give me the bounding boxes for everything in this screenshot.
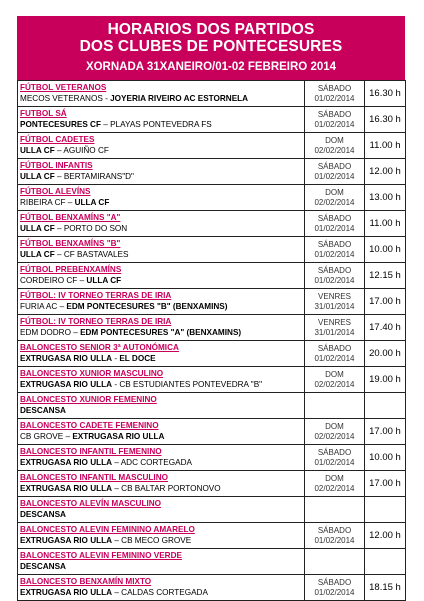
schedule-rows [18, 81, 406, 601]
table-row [18, 549, 406, 575]
category-label: BALONCESTO ALEVIN FEMININO AMARELO [20, 525, 195, 534]
match-label [20, 328, 302, 339]
category-label: FÚTBOL: IV TORNEO TERRAS DE IRIA [20, 317, 172, 326]
team-home: DESCANSA [20, 405, 66, 415]
date-label: 01/02/2014 [314, 535, 355, 545]
day-label: DOM [325, 421, 344, 431]
match-label [20, 198, 302, 209]
date-cell [305, 315, 365, 341]
team-away: EDM PONTECESURES "A" (BENXAMINS) [80, 327, 242, 337]
date-label: 01/02/2014 [314, 587, 355, 597]
category-label: FÚTBOL INFANTIS [20, 161, 93, 170]
category-label: FUTBOL SÁ [20, 109, 67, 118]
match-separator: – [54, 223, 64, 233]
match-separator: – [65, 197, 75, 207]
team-away: PLAYAS PONTEVEDRA FS [110, 119, 212, 129]
date-label: 31/01/2014 [314, 327, 355, 337]
table-row [18, 263, 406, 289]
header-title-line1: HORARIOS DOS PARTIDOS [107, 21, 315, 38]
match-cell [18, 549, 305, 575]
team-home: ULLA CF [20, 223, 55, 233]
time-cell: 11.00 h [365, 211, 406, 237]
date-cell [305, 289, 365, 315]
table-row [18, 471, 406, 497]
category-label: FÚTBOL BENXAMÍNS "B" [20, 239, 121, 248]
match-separator: – [63, 431, 73, 441]
table-row [18, 289, 406, 315]
match-separator: - [112, 379, 120, 389]
date-label: 31/01/2014 [314, 301, 355, 311]
date-cell [305, 81, 365, 107]
match-cell [18, 159, 305, 185]
team-home: ULLA CF [20, 249, 55, 259]
day-label: SÁBADO [317, 83, 352, 93]
day-label: SÁBADO [317, 447, 352, 457]
match-separator: – [112, 587, 122, 597]
table-row [18, 341, 406, 367]
date-cell [305, 523, 365, 549]
date-label: 02/02/2014 [314, 379, 355, 389]
date-label: 01/02/2014 [314, 119, 355, 129]
date-label: 01/02/2014 [314, 93, 355, 103]
category-label: FÚTBOL PREBENXAMÍNS [20, 265, 122, 274]
match-cell [18, 263, 305, 289]
time-cell: 16.30 h [365, 107, 406, 133]
match-label [20, 172, 302, 183]
time-cell: 11.00 h [365, 133, 406, 159]
date-label: 01/02/2014 [314, 353, 355, 363]
date-label: 02/02/2014 [314, 197, 355, 207]
match-separator: – [70, 327, 81, 337]
match-label [20, 458, 302, 469]
match-separator: – [112, 535, 122, 545]
match-cell [18, 471, 305, 497]
team-home: RIBEIRA CF [20, 197, 66, 207]
date-cell [305, 211, 365, 237]
category-label: FÚTBOL VETERANOS [20, 83, 107, 92]
match-cell [18, 211, 305, 237]
day-label: DOM [325, 187, 344, 197]
table-row [18, 393, 406, 419]
team-home: EXTRUGASA RIO ULLA [20, 379, 113, 389]
time-cell: 10.00 h [365, 445, 406, 471]
time-cell [365, 497, 406, 523]
team-home: CORDEIRO CF [20, 275, 78, 285]
team-home: DESCANSA [20, 561, 66, 571]
table-row [18, 315, 406, 341]
match-cell [18, 315, 305, 341]
category-label: BALONCESTO SENIOR 3ª AUTONÓMICA [20, 343, 179, 352]
match-cell [18, 133, 305, 159]
match-cell [18, 289, 305, 315]
time-cell: 18.15 h [365, 575, 406, 601]
match-label [20, 588, 302, 599]
team-away: ULLA CF [74, 197, 110, 207]
date-label: 01/02/2014 [314, 171, 355, 181]
date-cell [305, 367, 365, 393]
match-label [20, 276, 302, 287]
team-home: EDM DODRO [20, 327, 71, 337]
table-row [18, 237, 406, 263]
team-away: CB MECO GROVE [121, 535, 192, 545]
match-cell [18, 237, 305, 263]
team-home: EXTRUGASA RIO ULLA [20, 483, 113, 493]
team-home: EXTRUGASA RIO ULLA [20, 353, 113, 363]
header-subtitle: XORNADA 31XANEIRO/01-02 FEBREIRO 2014 [85, 61, 337, 73]
date-label: 01/02/2014 [314, 223, 355, 233]
team-home: EXTRUGASA RIO ULLA [20, 535, 113, 545]
team-away: JOYERIA RIVEIRO AC ESTORNELA [110, 93, 249, 103]
team-home: ULLA CF [20, 171, 55, 181]
table-row [18, 211, 406, 237]
category-label: FÚTBOL CADETES [20, 135, 95, 144]
time-cell: 17.00 h [365, 419, 406, 445]
date-cell [305, 419, 365, 445]
match-cell [18, 393, 305, 419]
team-home: EXTRUGASA RIO ULLA [20, 457, 113, 467]
category-label: BALONCESTO XUNIOR MASCULINO [20, 369, 164, 378]
match-cell [18, 497, 305, 523]
table-row [18, 497, 406, 523]
date-label: 02/02/2014 [314, 483, 355, 493]
team-home: FURIA AC [20, 301, 58, 311]
match-separator: – [112, 483, 122, 493]
table-row [18, 575, 406, 601]
time-cell [365, 549, 406, 575]
day-label: DOM [325, 473, 344, 483]
time-cell: 12.00 h [365, 159, 406, 185]
date-cell [305, 471, 365, 497]
match-label [20, 484, 302, 495]
date-label: 01/02/2014 [314, 249, 355, 259]
match-separator: – [54, 171, 64, 181]
team-home: MECOS VETERANOS [20, 93, 103, 103]
team-away: AGUIÑO CF [63, 145, 109, 155]
date-cell [305, 263, 365, 289]
time-cell: 16.30 h [365, 81, 406, 107]
match-label [20, 224, 302, 235]
day-label: VENRES [318, 291, 351, 301]
date-label: 02/02/2014 [314, 145, 355, 155]
date-label: 01/02/2014 [314, 275, 355, 285]
table-row [18, 133, 406, 159]
category-label: FÚTBOL ALEVÍNS [20, 187, 91, 196]
category-label: BALONCESTO BENXAMÍN MIXTO [20, 577, 152, 586]
day-label: SÁBADO [317, 577, 352, 587]
date-cell [305, 549, 365, 575]
match-cell [18, 107, 305, 133]
table-row [18, 419, 406, 445]
category-label: BALONCESTO XUNIOR FEMENINO [20, 395, 157, 404]
table-row [18, 107, 406, 133]
header-title-line2: DOS CLUBES DE PONTECESURES [79, 38, 343, 55]
team-away: EDM PONTECESURES "B" (BENXAMINS) [66, 301, 228, 311]
date-cell [305, 445, 365, 471]
day-label: SÁBADO [317, 525, 352, 535]
schedule-table [17, 80, 406, 601]
team-home: EXTRUGASA RIO ULLA [20, 587, 113, 597]
page-header [17, 16, 405, 80]
day-label: SÁBADO [317, 239, 352, 249]
day-label: SÁBADO [317, 265, 352, 275]
match-separator: - [102, 93, 111, 103]
day-label: DOM [325, 369, 344, 379]
time-cell: 17.00 h [365, 471, 406, 497]
date-cell [305, 575, 365, 601]
match-separator: – [100, 119, 111, 129]
day-label: SÁBADO [317, 213, 352, 223]
team-away: EL DOCE [119, 353, 156, 363]
match-label [20, 120, 302, 131]
day-label: DOM [325, 135, 344, 145]
category-label: FÚTBOL: IV TORNEO TERRAS DE IRIA [20, 291, 172, 300]
team-away: CALDAS CORTEGADA [121, 587, 208, 597]
date-cell [305, 497, 365, 523]
category-label: BALONCESTO ALEVIN FEMININO VERDE [20, 551, 182, 560]
match-cell [18, 367, 305, 393]
date-cell [305, 341, 365, 367]
match-separator: – [54, 145, 64, 155]
match-separator: – [77, 275, 87, 285]
team-home: ULLA CF [20, 145, 55, 155]
team-away: BERTAMIRANS"D" [63, 171, 134, 181]
category-label: BALONCESTO INFANTIL MASCULINO [20, 473, 168, 482]
day-label: SÁBADO [317, 109, 352, 119]
team-away: PORTO DO SON [63, 223, 128, 233]
time-cell: 13.00 h [365, 185, 406, 211]
match-cell [18, 81, 305, 107]
date-cell [305, 237, 365, 263]
team-home: CB GROVE [20, 431, 64, 441]
team-away: CF BASTAVALES [63, 249, 129, 259]
match-label [20, 380, 302, 391]
date-cell [305, 185, 365, 211]
match-separator: - [112, 353, 120, 363]
table-row [18, 159, 406, 185]
time-cell: 19.00 h [365, 367, 406, 393]
match-label [20, 302, 302, 313]
date-cell [305, 107, 365, 133]
time-cell: 17.40 h [365, 315, 406, 341]
match-label [20, 536, 302, 547]
team-away: ADC CORTEGADA [120, 457, 192, 467]
match-cell [18, 185, 305, 211]
match-label [20, 94, 302, 105]
match-cell [18, 445, 305, 471]
day-label: VENRES [318, 317, 351, 327]
category-label: BALONCESTO INFANTIL FEMENINO [20, 447, 162, 456]
team-away: CB BALTAR PORTONOVO [121, 483, 221, 493]
table-row [18, 523, 406, 549]
time-cell [365, 393, 406, 419]
category-label: BALONCESTO CADETE FEMENINO [20, 421, 159, 430]
time-cell: 10.00 h [365, 237, 406, 263]
match-label [20, 432, 302, 443]
match-label [20, 250, 302, 261]
match-cell [18, 419, 305, 445]
match-label [20, 406, 302, 417]
match-label [20, 354, 302, 365]
match-cell [18, 523, 305, 549]
team-away: CB ESTUDIANTES PONTEVEDRA "B" [119, 379, 263, 389]
match-cell [18, 575, 305, 601]
match-label [20, 562, 302, 573]
table-row [18, 445, 406, 471]
match-cell [18, 341, 305, 367]
time-cell: 12.15 h [365, 263, 406, 289]
table-row [18, 367, 406, 393]
match-label [20, 510, 302, 521]
date-cell [305, 159, 365, 185]
table-row [18, 185, 406, 211]
date-cell [305, 133, 365, 159]
time-cell: 12.00 h [365, 523, 406, 549]
date-label: 01/02/2014 [314, 457, 355, 467]
day-label: SÁBADO [317, 161, 352, 171]
team-away: ULLA CF [86, 275, 122, 285]
team-home: PONTECESURES CF [20, 119, 101, 129]
category-label: BALONCESTO ALEVÍN MASCULINO [20, 499, 162, 508]
day-label: SÁBADO [317, 343, 352, 353]
category-label: FÚTBOL BENXAMÍNS "A" [20, 213, 121, 222]
time-cell: 20.00 h [365, 341, 406, 367]
date-cell [305, 393, 365, 419]
team-away: EXTRUGASA RIO ULLA [72, 431, 165, 441]
date-label: 02/02/2014 [314, 431, 355, 441]
match-label [20, 146, 302, 157]
match-separator: – [112, 457, 121, 467]
table-row [18, 81, 406, 107]
team-home: DESCANSA [20, 509, 66, 519]
match-separator: – [57, 301, 67, 311]
match-separator: – [54, 249, 64, 259]
time-cell: 17.00 h [365, 289, 406, 315]
